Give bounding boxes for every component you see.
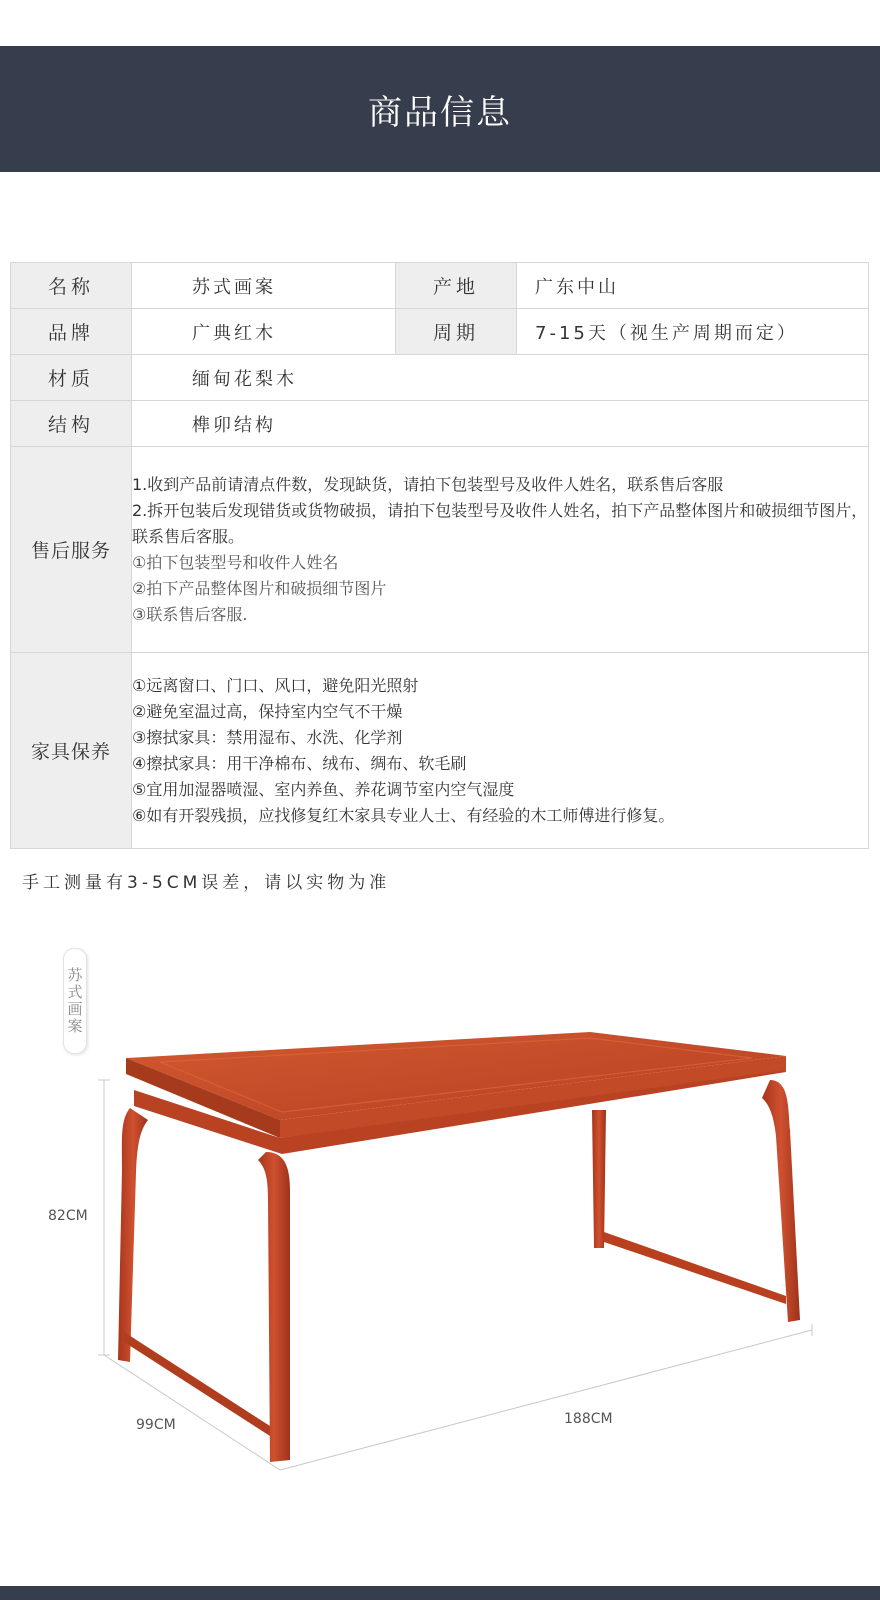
- table-leg-front-right: [258, 1152, 290, 1462]
- spec-row-care: [11, 653, 869, 849]
- structure-value: 榫卯结构: [132, 401, 869, 447]
- after-sales-line: 2.拆开包装后发现错货或货物破损，请拍下包装型号及收件人姓名，拍下产品整体图片和破损细节图片，联系售后客服。: [132, 500, 868, 546]
- name-value: 苏式画案: [132, 263, 396, 309]
- page-title: 商品信息: [368, 92, 512, 133]
- care-line: ④擦拭家具：用干净棉布、绒布、绸布、软毛刷: [132, 753, 467, 773]
- care-content: [132, 653, 869, 849]
- care-line: ③擦拭家具：禁用湿布、水洗、化学剂: [132, 727, 403, 747]
- care-line: ⑤宜用加湿器喷湿、室内养鱼、养花调节室内空气湿度: [132, 779, 515, 799]
- header-banner: [0, 46, 880, 172]
- measurement-note: 手工测量有3-5CM误差，请以实物为准: [22, 873, 391, 893]
- care-line: ①远离窗口、门口、风口，避免阳光照射: [132, 675, 419, 695]
- brand-value: 广典红木: [132, 309, 396, 355]
- after-sales-line: ②拍下产品整体图片和破损细节图片: [132, 578, 387, 598]
- product-image: [0, 940, 880, 1500]
- material-label: 材质: [11, 355, 132, 401]
- spec-row-structure: [11, 401, 869, 447]
- after-sales-label: 售后服务: [11, 447, 132, 653]
- footer-bar: [0, 1586, 880, 1600]
- product-tag-text: 苏式画案: [65, 967, 84, 1035]
- after-sales-line: 1.收到产品前请清点件数，发现缺货，请拍下包装型号及收件人姓名，联系售后客服: [132, 474, 724, 494]
- care-line: ⑥如有开裂残损，应找修复红木家具专业人士、有经验的木工师傅进行修复。: [132, 805, 675, 825]
- after-sales-line: ③联系售后客服.: [132, 604, 248, 624]
- period-value: 7-15天（视生产周期而定）: [517, 309, 869, 355]
- length-dimension: 188CM: [564, 1411, 613, 1427]
- brand-label: 品牌: [11, 309, 132, 355]
- period-label: 周期: [396, 309, 517, 355]
- name-label: 名称: [11, 263, 132, 309]
- origin-value: 广东中山: [517, 263, 869, 309]
- material-value: 缅甸花梨木: [132, 355, 869, 401]
- spec-table: [10, 262, 869, 849]
- table-stretcher-back: [604, 1232, 786, 1304]
- depth-dimension: 99CM: [136, 1417, 176, 1433]
- spec-row-material: [11, 355, 869, 401]
- after-sales-content: [132, 447, 869, 653]
- origin-label: 产地: [396, 263, 517, 309]
- care-line: ②避免室温过高，保持室内空气不干燥: [132, 701, 403, 721]
- spec-row-after-sales: [11, 447, 869, 653]
- spec-row-brand: [11, 309, 869, 355]
- height-dimension: 82CM: [48, 1208, 88, 1224]
- table-leg-front-left: [118, 1108, 148, 1362]
- spec-row-name: [11, 263, 869, 309]
- table-leg-back-right: [762, 1080, 800, 1322]
- structure-label: 结构: [11, 401, 132, 447]
- after-sales-line: ①拍下包装型号和收件人姓名: [132, 552, 339, 572]
- table-illustration: [0, 940, 880, 1500]
- care-label: 家具保养: [11, 653, 132, 849]
- table-leg-back-left: [592, 1110, 606, 1248]
